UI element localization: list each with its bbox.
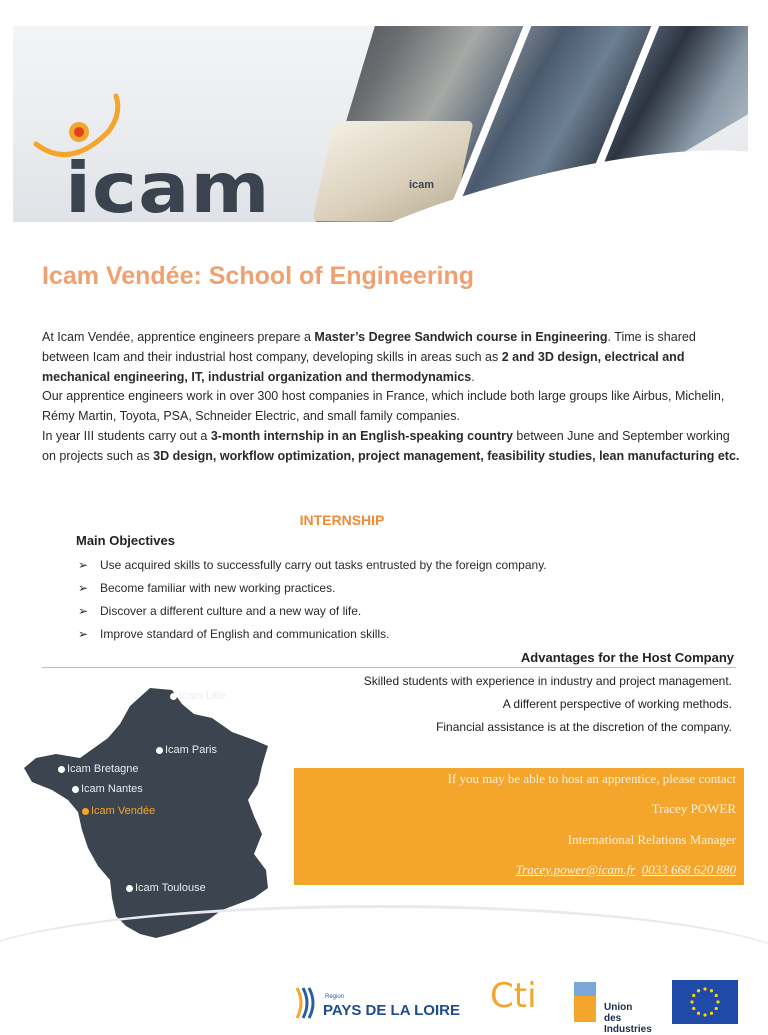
machine-badge-logo: icam xyxy=(409,179,435,191)
list-item: Financial assistance is at the discretion of the company. xyxy=(436,720,732,734)
city-marker-icon xyxy=(82,808,89,815)
contact-role: International Relations Manager xyxy=(567,832,736,847)
list-item: A different perspective of working methods. xyxy=(502,697,732,711)
city-label: Icam Bretagne xyxy=(67,763,139,775)
eu-star xyxy=(703,1013,706,1016)
eu-star xyxy=(715,1007,718,1010)
list-item xyxy=(78,625,547,648)
intro-emphasis: 3D design, workflow optimization, project management, feasibility studies, lean manufacturing etc. xyxy=(153,448,740,463)
arrow-bullet-icon: ➢ xyxy=(78,581,89,595)
eu-star xyxy=(697,989,700,992)
intro-paragraph xyxy=(42,427,742,467)
uimm-line-1: Union des xyxy=(604,1002,633,1024)
list-item xyxy=(78,602,547,625)
region-mark-icon xyxy=(293,986,321,1020)
city-paris xyxy=(156,744,217,756)
intro-text-run: between June and September working on projects such as xyxy=(42,428,730,463)
cti-logo: Cti xyxy=(490,976,537,1016)
city-nantes xyxy=(72,783,143,795)
uimm-label xyxy=(604,1002,652,1035)
icam-logo: icam xyxy=(65,146,271,229)
intro-text xyxy=(42,328,742,467)
objective-text: Improve standard of English and communication skills. xyxy=(100,627,390,641)
eu-star xyxy=(692,994,695,997)
eu-flag-logo xyxy=(672,980,738,1024)
city-label: Icam Nantes xyxy=(81,783,143,795)
arrow-bullet-icon: ➢ xyxy=(78,627,89,641)
intro-emphasis: 2 and 3D design, electrical and mechanical engineering, IT, industrial organization and thermodynamics xyxy=(42,349,685,384)
region-small-label: Région xyxy=(325,994,345,1000)
uimm-line-2: Industries xyxy=(604,1024,652,1035)
objective-text: Discover a different culture and a new way of life. xyxy=(100,604,362,618)
uimm-mark-icon xyxy=(574,982,596,1022)
arrow-bullet-icon: ➢ xyxy=(78,604,89,618)
objectives-list xyxy=(78,556,547,648)
city-label: Icam Paris xyxy=(165,744,217,756)
city-marker-icon xyxy=(126,885,133,892)
section-divider xyxy=(42,667,736,668)
intro-text-run: . xyxy=(471,369,475,384)
eu-star xyxy=(692,1007,695,1010)
objectives-heading: Main Objectives xyxy=(76,533,175,548)
contact-intro: If you may be able to host an apprentice, please contact xyxy=(447,771,736,786)
intro-emphasis: 3-month internship in an English-speaking country xyxy=(210,428,513,443)
city-marker-icon xyxy=(72,786,79,793)
france-map xyxy=(22,684,282,944)
eu-star xyxy=(690,1000,693,1003)
city-toulouse xyxy=(126,882,206,894)
intro-emphasis: Master’s Degree Sandwich course in Engineering xyxy=(314,330,608,344)
contact-box xyxy=(294,768,744,885)
internship-heading: INTERNSHIP xyxy=(299,512,385,528)
arrow-bullet-icon: ➢ xyxy=(78,558,89,572)
list-item xyxy=(78,579,547,602)
eu-stars-icon xyxy=(672,980,738,1024)
intro-text-run: . Time is shared between Icam and their industrial host company, developing skills in areas such as xyxy=(42,330,696,364)
eu-star xyxy=(710,989,713,992)
eu-star xyxy=(703,987,706,990)
region-label: PAYS DE LA LOIRE xyxy=(323,1002,460,1019)
eu-star xyxy=(710,1012,713,1015)
city-label: Icam Toulouse xyxy=(135,882,206,894)
city-label: Icam Lille xyxy=(179,690,226,702)
list-item xyxy=(78,556,547,579)
eu-star xyxy=(716,1000,719,1003)
city-bretagne xyxy=(58,763,139,775)
city-lille xyxy=(170,690,225,702)
contact-phone-link[interactable]: 0033 668 620 880 xyxy=(641,862,736,877)
contact-details xyxy=(516,862,736,878)
objective-text: Become familiar with new working practices. xyxy=(100,581,336,595)
page-title: Icam Vendée: School of Engineering xyxy=(42,262,475,290)
contact-email-link[interactable]: Tracey.power@icam.fr xyxy=(515,862,636,877)
eu-star xyxy=(715,994,718,997)
advantages-heading: Advantages for the Host Company xyxy=(520,650,734,665)
eu-star xyxy=(697,1012,700,1015)
objective-text: Use acquired skills to successfully carry out tasks entrusted by the foreign company. xyxy=(100,558,547,572)
city-marker-icon xyxy=(58,766,65,773)
intro-text-run: In year III students carry out a xyxy=(42,428,211,443)
intro-paragraph xyxy=(42,328,742,387)
city-marker-icon xyxy=(156,747,163,754)
city-marker-icon xyxy=(170,693,177,700)
intro-paragraph xyxy=(42,387,742,427)
city-label: Icam Vendée xyxy=(91,805,156,817)
advantages-list xyxy=(364,673,732,742)
intro-text-run: Our apprentice engineers work in over 300 host companies in France, which include both large groups like Airbus, Michelin, Rémy Martin, Toyota, PSA, Schneider Electric, and small family companies. xyxy=(42,389,725,424)
city-vendee xyxy=(82,805,155,817)
list-item: Skilled students with experience in industry and project management. xyxy=(363,674,732,688)
contact-name: Tracey POWER xyxy=(651,801,736,816)
intro-text-run: At Icam Vendée, apprentice engineers prepare a xyxy=(42,330,315,344)
